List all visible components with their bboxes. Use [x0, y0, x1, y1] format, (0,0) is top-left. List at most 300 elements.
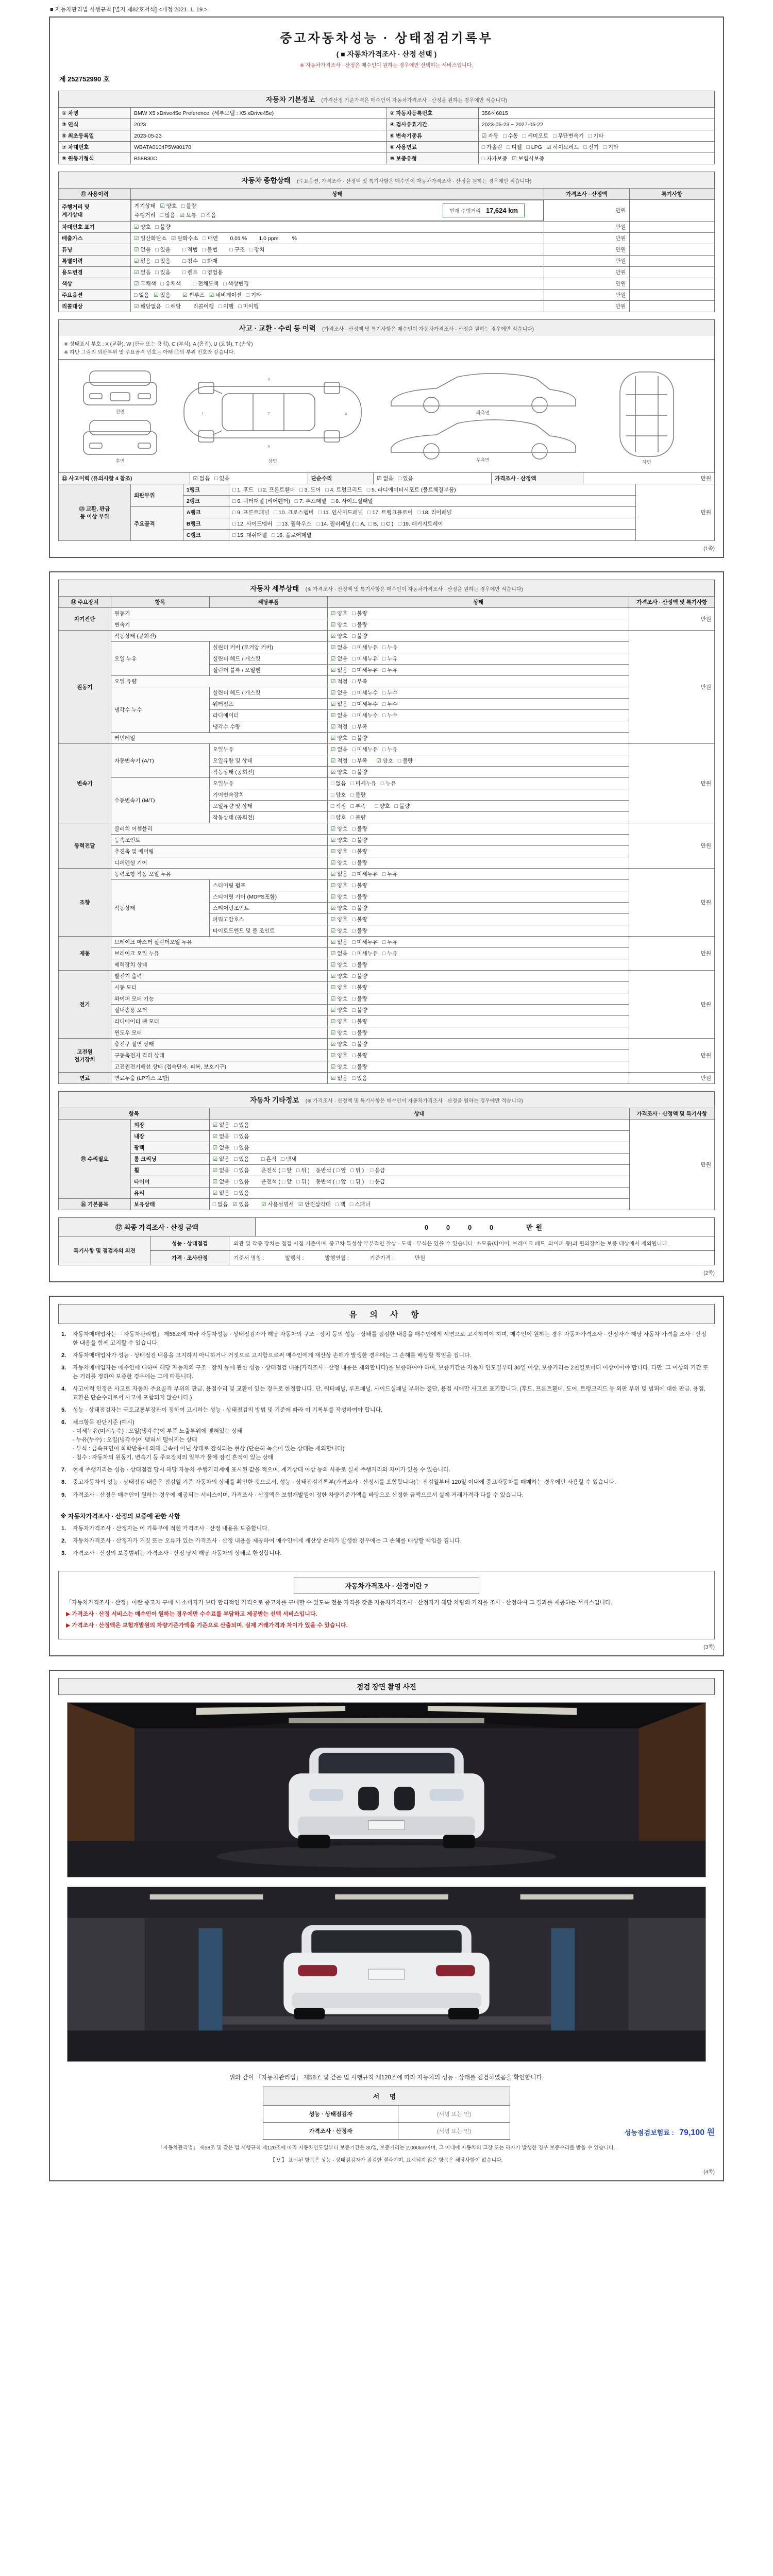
other-info-row: [59, 1142, 715, 1154]
rank-items[interactable]: □ 9. 프론트패널 □ 10. 크로스멤버 □ 11. 인사이드패널 □ 17. 트렁크플로어 □ 18. 리어패널: [229, 507, 635, 518]
item-label: 클러치 어셈블리: [111, 823, 327, 835]
state-cell[interactable]: ☑ 양호 □ 불량: [327, 835, 629, 846]
state-cell[interactable]: ☑ 양호 □ 불량: [327, 1005, 629, 1016]
state-cell[interactable]: ☑ 없음 □ 미세누수 □ 누수: [327, 699, 629, 710]
comprehensive-row: [59, 244, 715, 256]
section-title: 자동차 종합상태: [241, 177, 291, 184]
section-title: 자동차 기타정보: [250, 1096, 299, 1104]
detail-row: [59, 631, 715, 642]
column-header: 가격조사 · 산정액 및 특기사항: [629, 597, 715, 608]
infobox-line: ▶ 가격조사 · 산정 서비스는 매수인이 원하는 경우에만 수수료를 부담하고 제공받는 선택 서비스입니다.: [66, 1611, 317, 1617]
remarks-who: 가격 · 조사산정: [150, 1250, 229, 1265]
state-cell[interactable]: ☑ 없음 □ 있음: [209, 1120, 629, 1131]
state-cell[interactable]: ☑ 양호 □ 불량: [327, 1027, 629, 1039]
note-cell: [629, 244, 715, 256]
repair-group-label: ⑮ 수리필요: [59, 1120, 131, 1199]
state-cell[interactable]: ☑ 양호 □ 불량: [327, 982, 629, 993]
column-header: 가격조사 · 산정액 및 특기사항: [629, 1108, 715, 1120]
item-label: 고전원전기배선 상태 (접속단자, 피복, 보호기구): [111, 1061, 327, 1073]
item-label: 브레이크 오일 누유: [111, 948, 327, 959]
signature-field[interactable]: (서명 또는 인): [398, 2122, 510, 2139]
notice-number: 8.: [61, 1479, 66, 1486]
note-cell: [629, 200, 715, 222]
car-diagram-area: [58, 360, 715, 473]
state-cell[interactable]: □ 양호 □ 불량: [327, 789, 629, 801]
part-label: 오일유량 및 상태: [209, 755, 327, 767]
part-label: 기어변속장치: [209, 789, 327, 801]
price-cell: 만원: [629, 937, 715, 971]
infobox-lines: [66, 1599, 707, 1630]
note-cell: [629, 267, 715, 278]
notice-text: 현재 주행거리는 성능 · 상태점검 당시 해당 자동차 주행거리계에 표시된 값을 적으며, 계기상태 이상 등의 사유로 실제 주행거리와 차이가 있을 수 있습니다.: [73, 1467, 450, 1473]
state-cell[interactable]: ☑ 일산화탄소 ☑ 탄화수소 □ 매연 0.01 % 1.0 ppm %: [131, 233, 544, 244]
basic-items-group-label: ⑯ 기본품목: [59, 1199, 131, 1210]
state-cell[interactable]: ☑ 없음 □ 있음 □ 렌트 □ 영업용: [131, 267, 544, 278]
item-label: 원동기: [111, 608, 327, 619]
state-cell[interactable]: ☑ 양호 □ 불량: [131, 222, 544, 233]
part-label: 실린더 커버 (로커암 커버): [209, 642, 327, 653]
legend-line: ※ 상태표시 부호 : X (교환), W (판금 또는 용접), C (부식), A (흠집), U (요철), T (손상): [64, 342, 253, 347]
detail-row: [59, 1050, 715, 1061]
photos-section-bar: [58, 1678, 715, 1695]
state-cell[interactable]: ☑ 적정 □ 부족: [327, 676, 629, 687]
item-label: 배출가스: [59, 233, 131, 244]
state-cell[interactable]: ☑ 없음 □ 미세누유 □ 누유: [327, 948, 629, 959]
basic-info-row: [59, 142, 715, 153]
detail-row: [59, 993, 715, 1005]
other-info-row: [59, 1199, 715, 1210]
detail-row: [59, 778, 715, 789]
price-cell: 만원: [629, 744, 715, 823]
state-cell[interactable]: 계기상태 ☑ 양호 □ 불량 주행거리 □ 많음 ☑ 보통 □ 적음 현재 주행거리 17,624 km: [131, 200, 544, 221]
other-info-row: [59, 1165, 715, 1176]
state-cell[interactable]: □ 없음 ☑ 있음 ☑ 사용설명서 ☑ 안전삼각대 □ 잭 □ 스패너: [209, 1199, 629, 1210]
item-label: 커먼레일: [111, 733, 327, 744]
column-header: 가격조사 · 산정액: [544, 189, 629, 200]
signature-table: [263, 2087, 510, 2140]
item-label: 연료누출 (LP가스 포함): [111, 1073, 327, 1084]
item-label: 변속기: [111, 619, 327, 631]
comprehensive-row: [59, 267, 715, 278]
column-header: 항목: [59, 1108, 210, 1120]
rank-items[interactable]: □ 6. 쿼터패널 (리어휀더) □ 7. 루프패널 □ 8. 사이드실패널: [229, 496, 635, 507]
price-cell: 만원: [629, 971, 715, 1039]
page-marker: (1쪽): [703, 546, 715, 552]
warranty-item: [61, 1537, 712, 1546]
rank-group-label: 주요골격: [131, 507, 183, 541]
warranty-text: 자동차가격조사 · 산정자가 거짓 또는 오류가 있는 가격조사 · 산정 내용을 제공하여 매수인에게 재산상 손해가 발생한 경우에는 그 손해를 배상할 책임을 집니다.: [73, 1537, 462, 1544]
other-info-table: [58, 1108, 715, 1210]
detail-row: [59, 1039, 715, 1050]
notice-text: 중고자동차의 성능 · 상태점검 내용은 점검일 기준 자동차의 상태를 확인한 것으로서, 성능 · 상태점검기록부(가격조사 · 산정서를 포함합니다)는 점검일부터 120일 이내에 중고자동차를 매매하는 경우에만 사용할 수 있습니다.: [73, 1479, 616, 1486]
note-cell: [629, 301, 715, 312]
detail-row: [59, 948, 715, 959]
notice-number: 5.: [61, 1407, 66, 1414]
warranty-text: 가격조사 · 산정의 보증범위는 가격조사 · 산정 당시 해당 자동차의 상태로 한정합니다.: [73, 1550, 282, 1556]
item-label: 오일 유량: [111, 676, 327, 687]
basic-info-row: [59, 108, 715, 119]
field-label: ⑥ 변속기종류: [386, 130, 478, 142]
state-cell[interactable]: ☑ 없음 □ 있음: [209, 1131, 629, 1142]
item-label: 룸 크리닝: [131, 1154, 210, 1165]
rank-label: C랭크: [183, 530, 229, 541]
field-value: WBATA0104P5W80170: [131, 142, 386, 153]
field-value[interactable]: ☑ 자동 □ 수동 □ 세미오토 □ 무단변속기 □ 기타: [478, 130, 714, 142]
state-cell[interactable]: ☑ 없음 □ 미세누유 □ 누유: [327, 937, 629, 948]
item-label: 브레이크 마스터 실린더오일 누유: [111, 937, 327, 948]
item-label: 라디에이터 팬 모터: [111, 1016, 327, 1027]
price-survey-infobox: [58, 1571, 715, 1639]
state-cell[interactable]: ☑ 없음 □ 미세누유 □ 누유: [327, 653, 629, 665]
part-label: 실린더 블록 / 오일팬: [209, 665, 327, 676]
notice-text: 사고이력 인정은 사고로 자동차 주요골격 부위의 판금, 용접수리 및 교환이 있는 경우로 한정합니다. 단, 쿼터패널, 루프패널, 사이드실패널 부위는 절단, 용접 시에만 사고로 표기합니다. (후드, 프론트휀더, 도어, 트렁크리드 등 외판 부위 및 범퍼에 대한 판금, 용접, 교환은 단순수리로서 사고에 포함되지 않습니다.): [73, 1386, 706, 1401]
state-cell[interactable]: ☑ 양호 □ 불량: [327, 608, 629, 619]
accident-history-state[interactable]: ☑ 없음 □ 있음: [190, 473, 308, 484]
inspection-fee: [510, 2126, 715, 2140]
accident-history-row: [59, 473, 715, 484]
warranty-item: [61, 1524, 712, 1533]
price-cell: 만원: [629, 631, 715, 744]
footer-note: 「자동차관리법」 제58조 및 같은 법 시행규칙 제120조에 따라 자동차인도일부터 보증기간은 30일, 보증거리는 2,000km이며, 그 이내에 자동차의 고장 또는 하자가 발생한 경우 보증수리를 받을 수 있습니다.: [158, 2145, 615, 2151]
comprehensive-row: [59, 256, 715, 267]
detail-row: [59, 642, 715, 653]
device-label: 변속기: [59, 744, 111, 823]
detail-row: [59, 835, 715, 846]
price-cell: 만원: [629, 1120, 715, 1210]
notice-number: 7.: [61, 1467, 66, 1473]
comprehensive-row: [59, 233, 715, 244]
field-value: 2023: [131, 119, 386, 130]
state-cell[interactable]: ☑ 양호 □ 불량: [327, 880, 629, 891]
state-cell[interactable]: ☑ 양호 □ 불량: [327, 1039, 629, 1050]
notice-item: [61, 1491, 712, 1500]
detail-row: [59, 1073, 715, 1084]
final-price-table: [58, 1217, 715, 1236]
device-label: 원동기: [59, 631, 111, 744]
section-note: (가격산정 기준가격은 매수인이 자동차가격조사 · 산정을 원하는 경우에만 적습니다): [321, 98, 508, 104]
warranty-number: 1.: [61, 1525, 66, 1532]
signature-field[interactable]: (서명 또는 인): [398, 2105, 510, 2122]
column-header: 해당부품: [209, 597, 327, 608]
comprehensive-section-bar: [58, 172, 715, 189]
state-cell[interactable]: □ 없음 □ 미세누유 □ 누유: [327, 778, 629, 789]
comprehensive-row: [59, 278, 715, 290]
device-label: 고전원 전기장치: [59, 1039, 111, 1073]
price-cell: 만원: [544, 222, 629, 233]
part-label: 작동상태 (공회전): [209, 812, 327, 823]
item-label: 광택: [131, 1142, 210, 1154]
state-cell[interactable]: ☑ 없음 □ 있음 □ 적법 □ 불법 □ 구조 □ 장치: [131, 244, 544, 256]
svg-text:3: 3: [267, 378, 270, 382]
state-cell[interactable]: ☑ 없음 □ 있음: [209, 1188, 629, 1199]
infobox-line: ▶ 가격조사 · 산정액은 보험개발원의 차량기준가액을 기준으로 산출되며, 실제 거래가격과 차이가 있을 수 있습니다.: [66, 1622, 348, 1629]
rank-items[interactable]: □ 12. 사이드멤버 □ 13. 휠하우스 □ 14. 필러패널 ( □ A, □ B, □ C ) □ 19. 패키지트레이: [229, 518, 635, 530]
notice-number: 3.: [61, 1364, 66, 1371]
state-cell[interactable]: ☑ 양호 □ 불량: [327, 959, 629, 971]
notice-number: 1.: [61, 1331, 66, 1337]
state-cell[interactable]: ☑ 양호 □ 불량: [327, 846, 629, 857]
svg-text:3: 3: [267, 445, 270, 449]
section-title: 자동차 기본정보: [265, 96, 315, 104]
state-cell[interactable]: ☑ 양호 □ 불량: [327, 914, 629, 925]
page-marker: (3쪽): [703, 1644, 715, 1650]
notice-number: 6.: [61, 1419, 66, 1426]
state-cell[interactable]: □ 적정 □ 부족 □ 양호 □ 불량: [327, 801, 629, 812]
accident-history-label: ⑫ 사고이력 (유의사항 4 참조): [59, 473, 190, 484]
other-info-row: [59, 1120, 715, 1131]
notice-number: 4.: [61, 1386, 66, 1393]
part-label: 오일유량 및 상태: [209, 801, 327, 812]
notice-text: 자동차매매업자는 매수인에 대하여 해당 자동차의 구조 · 장치 등에 관한 성능 · 상태점검 내용(가격조사 · 산정 내용은 제외합니다)을 보증하여야 하며, 보증기간은 자동차 인도일부터 30일 이상, 보증거리는 2천킬로미터 이상이어야 합니다. 다만, 그 이상의 기간 또는 거리를 정하여 보증한 경우에는 그에 따릅니다.: [73, 1364, 709, 1380]
remarks-who: 성능 · 상태점검: [150, 1236, 229, 1250]
note-cell: [629, 233, 715, 244]
price-cell: 만원: [544, 256, 629, 267]
column-header: 상태: [327, 597, 629, 608]
state-cell[interactable]: ☑ 양호 □ 불량: [327, 733, 629, 744]
item-label: 실내송풍 모터: [111, 1005, 327, 1016]
field-value[interactable]: □ 가솔린 □ 디젤 □ LPG ☑ 하이브리드 □ 전기 □ 기타: [478, 142, 714, 153]
field-label: ⑦ 차대번호: [59, 142, 131, 153]
detail-row: [59, 857, 715, 869]
item-label: 주행거리 및 계기상태: [59, 200, 131, 222]
notice-number: 9.: [61, 1492, 66, 1498]
notice-number: 2.: [61, 1352, 66, 1359]
notice-text: 가격조사 · 산정은 매수인이 원하는 경우에 제공되는 서비스이며, 가격조사 · 산정액은 보험개발원이 정한 차량기준가액을 바탕으로 산정한 금액으로서 실제 거래가격과 다를 수 있습니다.: [73, 1492, 524, 1498]
state-cell[interactable]: ☑ 없음 □ 있음 □ 흔적 □ 냄새: [209, 1154, 629, 1165]
svg-text:하면: 하면: [642, 460, 651, 465]
inspection-photos: [58, 1695, 715, 2065]
state-cell[interactable]: ☑ 없음 □ 미세누수 □ 누수: [327, 687, 629, 699]
field-label: ③ 연식: [59, 119, 131, 130]
section-note: (※ 가격조사 · 산정액 및 특기사항은 매수인이 자동차가격조사 · 산정을 원하는 경우에만 적습니다): [305, 1098, 523, 1104]
detail-row: [59, 687, 715, 699]
car-diagram-sides: [380, 366, 586, 466]
device-label: 제동: [59, 937, 111, 971]
page-marker: (4쪽): [703, 2169, 715, 2175]
column-header: ⑭ 주요장치: [59, 597, 111, 608]
field-value: 356허6815: [478, 108, 714, 119]
item-label: 디퍼렌셜 기어: [111, 857, 327, 869]
footer-note: 【 V 】 표시된 항목은 성능 · 상태점검자가 점검한 결과이며, 표시되지 않은 항목은 해당사항이 없습니다.: [270, 2157, 503, 2163]
state-cell[interactable]: ☑ 없음 □ 미세누유 □ 누유: [327, 642, 629, 653]
item-label: 수동변속기 (M/T): [111, 778, 209, 823]
price-cell: 만원: [629, 869, 715, 937]
state-cell[interactable]: ☑ 적정 □ 부족 ☑ 양호 □ 불량: [327, 755, 629, 767]
detail-row: [59, 869, 715, 880]
warranty-item: [61, 1549, 712, 1558]
section-title: 점검 장면 촬영 사진: [357, 1683, 416, 1691]
part-label: 스티어링조인트: [209, 903, 327, 914]
item-label: 윈도우 모터: [111, 1027, 327, 1039]
price-survey-select-note: ※ 자동차가격조사 · 산정은 매수인이 원하는 경우에만 선택하는 서비스입니다.: [299, 63, 474, 69]
price-cell: 만원: [629, 608, 715, 631]
item-label: 튜닝: [59, 244, 131, 256]
warranty-number: 2.: [61, 1537, 66, 1544]
state-cell[interactable]: □ 없음 ☑ 있음 ☑ 썬루프 ☑ 네비게이션 □ 기타: [131, 290, 544, 301]
rank-row: [59, 507, 715, 518]
table-header-row: [59, 597, 715, 608]
basic-info-row: [59, 119, 715, 130]
signer-label: 가격조사 · 산정자: [263, 2122, 398, 2139]
state-cell[interactable]: ☑ 없음 □ 있음 □ 침수 □ 화재: [131, 256, 544, 267]
page-marker: (2쪽): [703, 1270, 715, 1276]
state-cell[interactable]: ☑ 양호 □ 불량: [327, 891, 629, 903]
notice-item: [61, 1385, 712, 1402]
price-cell: 만원: [629, 823, 715, 869]
basic-info-row: [59, 153, 715, 164]
field-label: ④ 검사유효기간: [386, 119, 478, 130]
field-label: ⑨ 원동기형식: [59, 153, 131, 164]
field-value[interactable]: □ 자가보증 ☑ 보험사보증: [478, 153, 714, 164]
state-cell[interactable]: ☑ 없음 □ 미세누유 □ 누유: [327, 744, 629, 755]
item-label: 작동상태: [111, 880, 209, 937]
rank-label: A랭크: [183, 507, 229, 518]
part-label: 오일누유: [209, 744, 327, 755]
state-cell[interactable]: ☑ 양호 □ 불량: [327, 1061, 629, 1073]
item-label: 오일 누유: [111, 642, 209, 676]
fee-value: 79,100 원: [679, 2128, 715, 2137]
item-label: 외장: [131, 1120, 210, 1131]
item-label: 추진축 및 베어링: [111, 846, 327, 857]
svg-text:우측면: 우측면: [476, 457, 490, 463]
notice-text: 체크항목 판단기준 (예시) - 미세누유(미세누수) : 오일(냉각수)이 부품 노출부위에 맺혀있는 상태 - 누유(누수) : 오일(냉각수)이 맺혀서 떨어지는 상태 - 부식 : 금속표면이 화학반응에 의해 금속이 아닌 상태로 잠식되는 현상 (단순히 녹슬어 있는 상태는 제외합니다) - 침수 : 자동차의 원동기, 변속기 등 주요장치의 일부가 물에 잠긴 흔적이 있는 상태: [73, 1419, 345, 1461]
warranty-heading: ※ 자동차가격조사 · 산정의 보증에 관한 사항: [60, 1512, 180, 1520]
state-cell[interactable]: ☑ 양호 □ 불량: [327, 823, 629, 835]
inspection-photo-rear: [67, 1887, 706, 2062]
state-cell[interactable]: ☑ 양호 □ 불량: [327, 993, 629, 1005]
state-cell[interactable]: ☑ 없음 □ 있음: [327, 1073, 629, 1084]
other-info-row: [59, 1154, 715, 1165]
svg-text:후면: 후면: [115, 459, 125, 464]
state-cell[interactable]: ☑ 해당없음 □ 해당 리콜이행 □ 이행 □ 미이행: [131, 301, 544, 312]
notices-title: 유 의 사 항: [58, 1304, 715, 1324]
state-cell[interactable]: ☑ 양호 □ 불량: [327, 971, 629, 982]
part-label: 냉각수 수량: [209, 721, 327, 733]
rank-items[interactable]: □ 15. 대쉬패널 □ 16. 플로어패널: [229, 530, 635, 541]
other-info-row: [59, 1176, 715, 1188]
detail-row: [59, 1061, 715, 1073]
part-label: 스티어링 기어 (MDPS포함): [209, 891, 327, 903]
state-cell[interactable]: ☑ 양호 □ 불량: [327, 1016, 629, 1027]
signature-statement: 위와 같이 「자동차관리법」 제58조 및 같은 법 시행규칙 제120조에 따라 자동차의 성능 · 상태를 점검하였음을 확인합니다.: [229, 2074, 544, 2081]
detail-row: [59, 1016, 715, 1027]
rank-items[interactable]: □ 1. 후드 □ 2. 프론트휀더 □ 3. 도어 □ 4. 트렁크리드 □ 5. 라디에이터서포트 (볼트체결부품): [229, 484, 635, 496]
svg-text:상면: 상면: [267, 459, 277, 464]
item-label: 충전구 절연 상태: [111, 1039, 327, 1050]
state-cell[interactable]: ☑ 없음 □ 있음: [209, 1142, 629, 1154]
title-block: [58, 25, 715, 70]
remarks-text: 기준서 명칭 : 발행처 : 발행연월 : 기준가격 : 만원: [229, 1250, 714, 1265]
warranty-text: 자동차가격조사 · 산정자는 이 기록부에 적힌 가격조사 · 산정 내용을 보증합니다.: [73, 1525, 269, 1532]
price-cell: 만원: [544, 267, 629, 278]
section-title: 사고 · 교환 · 수리 등 이력: [239, 325, 316, 332]
final-price-value: 0 0 0 0 만원: [255, 1218, 714, 1236]
state-cell[interactable]: ☑ 없음 □ 미세누유 □ 누유: [327, 665, 629, 676]
state-cell[interactable]: ☑ 양호 □ 불량: [327, 925, 629, 937]
price-cell: 만원: [544, 290, 629, 301]
price-cell: 만원: [544, 233, 629, 244]
table-header-row: [59, 189, 715, 200]
price-cell: 만원: [544, 278, 629, 290]
item-label: 와이퍼 모터 기능: [111, 993, 327, 1005]
item-label: 차대번호 표기: [59, 222, 131, 233]
column-header: 상태: [209, 1108, 629, 1120]
comprehensive-row: [59, 290, 715, 301]
field-label: ① 차명: [59, 108, 131, 119]
field-label: ⑩ 보증유형: [386, 153, 478, 164]
document-number: 제 252752990 호: [59, 75, 110, 83]
svg-text:1: 1: [201, 412, 204, 416]
other-info-row: [59, 1131, 715, 1142]
rank-row: [59, 484, 715, 496]
state-cell[interactable]: ☑ 양호 □ 불량: [327, 1050, 629, 1061]
detail-row: [59, 937, 715, 948]
item-label: 발전기 출력: [111, 971, 327, 982]
state-cell[interactable]: ☑ 양호 □ 불량: [327, 631, 629, 642]
sheet-photos-signature: [49, 1670, 724, 2181]
item-label: 내장: [131, 1131, 210, 1142]
state-cell[interactable]: ☑ 없음 □ 있음 운전석 ( □ 앞 □ 뒤 ) 동반석 ( □ 앞 □ 뒤 ) □ 응급: [209, 1176, 629, 1188]
note-cell: [629, 256, 715, 267]
state-cell[interactable]: ☑ 무채색 □ 유채색 □ 전체도색 □ 색상변경: [131, 278, 544, 290]
part-label: 작동상태 (공회전): [209, 767, 327, 778]
car-diagram-top: [175, 366, 371, 466]
document-title: 중고자동차성능 · 상태점검기록부: [280, 31, 493, 45]
state-cell[interactable]: ☑ 양호 □ 불량: [327, 903, 629, 914]
state-cell[interactable]: ☑ 양호 □ 불량: [327, 767, 629, 778]
signer-label: 성능 · 상태점검자: [263, 2105, 398, 2122]
item-label: 등속조인트: [111, 835, 327, 846]
state-cell[interactable]: □ 양호 □ 불량: [327, 812, 629, 823]
state-cell[interactable]: ☑ 없음 □ 미세누유 □ 누유: [327, 869, 629, 880]
simple-repair-state[interactable]: ☑ 없음 □ 있음: [374, 473, 492, 484]
column-header: 항목: [111, 597, 209, 608]
state-cell[interactable]: ☑ 양호 □ 불량: [327, 857, 629, 869]
notice-item: [61, 1406, 712, 1415]
detail-row: [59, 971, 715, 982]
state-cell[interactable]: ☑ 적정 □ 부족: [327, 721, 629, 733]
field-label: ⑧ 사용연료: [386, 142, 478, 153]
field-value: BMW X5 xDrive45e Preference (세부모델 : X5 xDrive45e): [131, 108, 386, 119]
state-cell[interactable]: ☑ 없음 □ 있음 운전석 ( □ 앞 □ 뒤 ) 동반석 ( □ 앞 □ 뒤 ) □ 응급: [209, 1165, 629, 1176]
item-label: 주요옵션: [59, 290, 131, 301]
detail-row: [59, 823, 715, 835]
detail-row: [59, 880, 715, 891]
signature-area: [58, 2087, 715, 2140]
detail-section-bar: [58, 580, 715, 597]
field-value: B58B30C: [131, 153, 386, 164]
remarks-table: [58, 1236, 715, 1265]
price-cell: 만원: [629, 1039, 715, 1073]
price-survey-select-option[interactable]: ( ■ 자동차가격조사 · 산정 선택 ): [336, 50, 437, 58]
legend-line: ※ 하단 그림의 외판부위 및 주요골격 번호는 아래 ⑬의 부위 번호와 같습니다.: [64, 350, 235, 355]
detail-row: [59, 1027, 715, 1039]
infobox-line: 「자동차가격조사 · 산정」이란 중고차 구매 시 소비자가 보다 합리적인 가격으로 중고차를 구매할 수 있도록 전문 자격을 갖춘 자동차가격조사 · 산정자가 해당 차량의 가격을 조사 · 산정하여 그 결과를 제공하는 서비스입니다.: [66, 1599, 612, 1606]
state-cell[interactable]: ☑ 없음 □ 미세누수 □ 누수: [327, 710, 629, 721]
notice-text: 성능 · 상태점검자는 국토교통부장관이 정하여 고시하는 성능 · 상태점검의 방법 및 기준에 따라 이 기록부를 작성하여야 합니다.: [73, 1407, 383, 1414]
note-cell: [629, 222, 715, 233]
table-header-row: [59, 1108, 715, 1120]
accident-history-table: [58, 472, 715, 484]
final-price-label: ⑰ 최종 가격조사 · 산정 금액: [59, 1218, 256, 1236]
part-label: 워터펌프: [209, 699, 327, 710]
field-value: 2023-05-23: [131, 130, 386, 142]
rank-label: 2랭크: [183, 496, 229, 507]
column-header: 상태: [131, 189, 544, 200]
state-cell[interactable]: ☑ 양호 □ 불량: [327, 619, 629, 631]
accident-legend: [58, 336, 715, 360]
warranty-body: [58, 1523, 715, 1563]
